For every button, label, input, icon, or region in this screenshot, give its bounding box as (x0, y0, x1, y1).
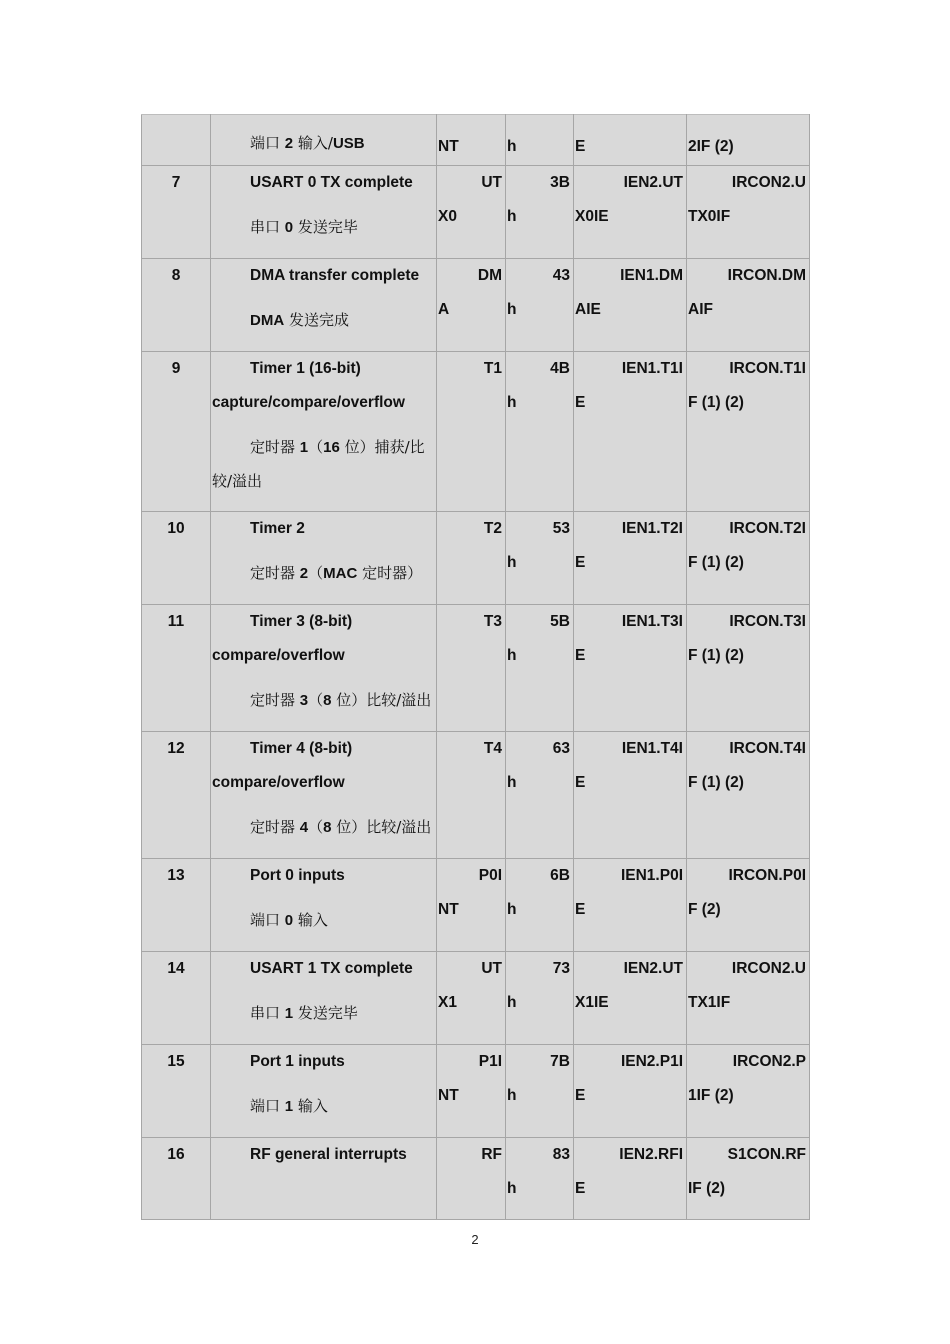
vector-name-line2 (437, 766, 505, 800)
enable-bit-line2: E (575, 774, 586, 791)
flag-bit-line1: IRCON.T1I (729, 360, 806, 377)
vector-name-line2: X1 (438, 994, 457, 1011)
vector-address-line1: 43 (552, 267, 570, 284)
vector-name-line2 (437, 546, 505, 580)
flag-bit-line1: IRCON.T3I (729, 613, 806, 630)
vector-address-line2: h (507, 901, 517, 918)
cell-enable-bit (574, 952, 687, 1045)
description-english: compare/overflow (212, 647, 345, 664)
enable-bit-line1: IEN2.RFI (619, 1146, 683, 1163)
enable-bit-line2: E (575, 394, 586, 411)
cell-vector-name (437, 166, 506, 259)
cell-vector-address (506, 952, 574, 1045)
cell-flag-bit (687, 166, 810, 259)
cell-vector-name (437, 1045, 506, 1138)
cell-enable-bit (574, 732, 687, 859)
vector-address-line2: h (507, 1180, 517, 1197)
cell-interrupt-number (142, 732, 211, 859)
vector-name-line2: A (438, 301, 450, 318)
vector-address-line2: h (507, 208, 517, 225)
table-row (142, 952, 810, 1045)
vector-address-line1: 73 (552, 960, 570, 977)
vector-name-line1: T1 (483, 360, 502, 377)
cell-flag-bit (687, 352, 810, 512)
cell-interrupt-number (142, 952, 211, 1045)
vector-name-line1: T3 (483, 613, 502, 630)
vector-address-line1: 3B (550, 174, 570, 191)
vector-address-line2: h (507, 1087, 517, 1104)
description-english: Timer 1 (16-bit) (250, 360, 361, 377)
flag-bit-line1: S1CON.RF (727, 1146, 806, 1163)
vector-name-line2: X0 (438, 208, 457, 225)
cell-enable-bit (574, 166, 687, 259)
description-chinese: 串口 0 发送完毕 (250, 218, 358, 236)
enable-bit-line1: IEN2.UT (623, 174, 683, 191)
description-english: USART 1 TX complete (250, 960, 413, 977)
cell-vector-address (506, 115, 574, 166)
cell-vector-name (437, 732, 506, 859)
description-english: Timer 2 (250, 520, 305, 537)
cell-flag-bit (687, 952, 810, 1045)
vector-address-line2: h (507, 138, 517, 155)
cell-vector-name (437, 352, 506, 512)
description-chinese: 较/溢出 (212, 472, 263, 490)
vector-name-line1: P1I (478, 1053, 502, 1070)
vector-name-line2: NT (438, 138, 459, 155)
flag-bit-line2: TX0IF (688, 208, 731, 225)
flag-bit-line1: IRCON2.U (731, 960, 806, 977)
flag-bit-line2: F (2) (688, 901, 721, 918)
enable-bit-line2: E (575, 901, 586, 918)
cell-interrupt-number (142, 1138, 211, 1220)
table-row (142, 859, 810, 952)
cell-description (211, 859, 437, 952)
cell-vector-address (506, 352, 574, 512)
vector-address-line2: h (507, 554, 517, 571)
vector-address-line1: 63 (552, 740, 570, 757)
vector-address-line2: h (507, 774, 517, 791)
cell-flag-bit (687, 512, 810, 605)
interrupt-number: 8 (171, 267, 181, 284)
vector-name-line2 (437, 386, 505, 420)
cell-description (211, 512, 437, 605)
cell-description (211, 1138, 437, 1220)
cell-flag-bit (687, 259, 810, 352)
interrupt-number: 7 (171, 174, 181, 191)
description-english: Port 1 inputs (250, 1053, 345, 1070)
cell-flag-bit (687, 1138, 810, 1220)
flag-bit-line1: IRCON.DM (727, 267, 806, 284)
table-row (142, 259, 810, 352)
enable-bit-line2: E (575, 554, 586, 571)
enable-bit-line1: IEN1.DM (620, 267, 683, 284)
flag-bit-line2: F (1) (2) (688, 647, 744, 664)
cell-vector-name (437, 952, 506, 1045)
interrupt-number: 14 (167, 960, 185, 977)
vector-name-line2 (437, 1172, 505, 1206)
cell-enable-bit (574, 352, 687, 512)
cell-vector-address (506, 512, 574, 605)
interrupt-number: 9 (171, 360, 181, 377)
cell-vector-name (437, 605, 506, 732)
cell-vector-name (437, 259, 506, 352)
cell-description (211, 952, 437, 1045)
enable-bit-line1: IEN2.UT (623, 960, 683, 977)
vector-address-line1: 6B (550, 867, 570, 884)
cell-vector-address (506, 859, 574, 952)
vector-name-line2: NT (438, 901, 459, 918)
vector-address-line1: 83 (552, 1146, 570, 1163)
description-chinese: 端口 0 输入 (250, 911, 328, 929)
description-chinese: 串口 1 发送完毕 (250, 1004, 358, 1022)
cell-flag-bit (687, 605, 810, 732)
flag-bit-line1: IRCON.P0I (728, 867, 806, 884)
flag-bit-line1: IRCON2.P (732, 1053, 806, 1070)
flag-bit-line1: IRCON.T2I (729, 520, 806, 537)
description-english: capture/compare/overflow (212, 394, 405, 411)
enable-bit-line1: IEN1.P0I (620, 867, 683, 884)
enable-bit-line1: IEN1.T1I (621, 360, 683, 377)
flag-bit-line2: IF (2) (688, 1180, 726, 1197)
cell-vector-address (506, 1138, 574, 1220)
vector-name-line1: UT (481, 174, 502, 191)
description-english: Port 0 inputs (250, 867, 345, 884)
cell-vector-name (437, 512, 506, 605)
vector-address-line2: h (507, 994, 517, 1011)
description-english: compare/overflow (212, 774, 345, 791)
cell-enable-bit (574, 115, 687, 166)
cell-flag-bit (687, 732, 810, 859)
interrupt-number: 15 (167, 1053, 185, 1070)
description-chinese: 定时器 3（8 位）比较/溢出 (250, 691, 432, 709)
vector-address-line1: 53 (552, 520, 570, 537)
enable-bit-line2: E (575, 647, 586, 664)
cell-enable-bit (574, 259, 687, 352)
interrupt-number: 13 (167, 867, 185, 884)
description-english: Timer 3 (8-bit) (250, 613, 353, 630)
cell-vector-address (506, 166, 574, 259)
description-chinese: 定时器 1（16 位）捕获/比 (250, 438, 425, 456)
flag-bit-line2: 2IF (2) (688, 138, 734, 155)
description-chinese: 定时器 2（MAC 定时器） (250, 564, 423, 582)
enable-bit-line2: AIE (575, 301, 601, 318)
cell-description (211, 352, 437, 512)
interrupt-number: 12 (167, 740, 185, 757)
cell-description (211, 732, 437, 859)
enable-bit-line2: E (575, 1087, 586, 1104)
table-row (142, 1138, 810, 1220)
description-english: DMA transfer complete (250, 267, 420, 284)
flag-bit-line2: TX1IF (688, 994, 731, 1011)
cell-interrupt-number (142, 1045, 211, 1138)
cell-enable-bit (574, 512, 687, 605)
flag-bit-line2: F (1) (2) (688, 554, 744, 571)
cell-vector-name (437, 1138, 506, 1220)
table-row (142, 115, 810, 166)
cell-enable-bit (574, 859, 687, 952)
cell-vector-name (437, 859, 506, 952)
enable-bit-line1: IEN1.T4I (621, 740, 683, 757)
cell-vector-address (506, 1045, 574, 1138)
cell-interrupt-number (142, 259, 211, 352)
vector-name-line2 (437, 639, 505, 673)
cell-enable-bit (574, 1138, 687, 1220)
page-number: 2 (471, 1232, 479, 1247)
vector-address-line1: 5B (550, 613, 570, 630)
cell-interrupt-number (142, 166, 211, 259)
enable-bit-line1: IEN1.T3I (621, 613, 683, 630)
cell-description (211, 115, 437, 166)
enable-bit-line1: IEN2.P1I (620, 1053, 683, 1070)
cell-interrupt-number (142, 512, 211, 605)
interrupt-number: 10 (167, 520, 185, 537)
cell-enable-bit (574, 605, 687, 732)
interrupt-number: 16 (167, 1146, 185, 1163)
description-english: Timer 4 (8-bit) (250, 740, 353, 757)
vector-address-line2: h (507, 301, 517, 318)
cell-interrupt-number (142, 115, 211, 166)
vector-address-line1: 7B (550, 1053, 570, 1070)
flag-bit-line2: AIF (688, 301, 713, 318)
vector-address-line2: h (507, 647, 517, 664)
vector-name-line1: T2 (483, 520, 502, 537)
flag-bit-line1: IRCON2.U (731, 174, 806, 191)
enable-bit-line2: E (575, 138, 586, 155)
table-row (142, 512, 810, 605)
enable-bit-line2: X0IE (575, 208, 609, 225)
enable-bit-line2: X1IE (575, 994, 609, 1011)
cell-flag-bit (687, 859, 810, 952)
vector-name-line1: T4 (483, 740, 502, 757)
vector-address-line1: 4B (550, 360, 570, 377)
cell-description (211, 259, 437, 352)
cell-description (211, 1045, 437, 1138)
interrupt-number: 11 (167, 613, 185, 630)
cell-flag-bit (687, 1045, 810, 1138)
flag-bit-line2: 1IF (2) (688, 1087, 734, 1104)
flag-bit-line1: IRCON.T4I (729, 740, 806, 757)
enable-bit-line1: IEN1.T2I (621, 520, 683, 537)
enable-bit-line2: E (575, 1180, 586, 1197)
description-chinese: 定时器 4（8 位）比较/溢出 (250, 818, 432, 836)
table-row (142, 352, 810, 512)
vector-name-line1: DM (477, 267, 502, 284)
cell-interrupt-number (142, 352, 211, 512)
cell-description (211, 605, 437, 732)
cell-description (211, 166, 437, 259)
table-row (142, 1045, 810, 1138)
interrupt-vector-table (141, 114, 810, 1220)
description-english: RF general interrupts (250, 1146, 407, 1163)
description-chinese: 端口 2 输入/USB (250, 134, 365, 152)
cell-interrupt-number (142, 605, 211, 732)
cell-vector-address (506, 605, 574, 732)
flag-bit-line2: F (1) (2) (688, 394, 744, 411)
cell-interrupt-number (142, 859, 211, 952)
description-chinese: DMA 发送完成 (250, 311, 349, 329)
vector-name-line1: RF (481, 1146, 502, 1163)
vector-address-line2: h (507, 394, 517, 411)
cell-vector-name (437, 115, 506, 166)
flag-bit-line2: F (1) (2) (688, 774, 744, 791)
cell-enable-bit (574, 1045, 687, 1138)
vector-name-line1: UT (481, 960, 502, 977)
cell-vector-address (506, 732, 574, 859)
description-chinese: 端口 1 输入 (250, 1097, 328, 1115)
table-row (142, 732, 810, 859)
description-english: USART 0 TX complete (250, 174, 413, 191)
table-row (142, 605, 810, 732)
vector-name-line1: P0I (478, 867, 502, 884)
cell-flag-bit (687, 115, 810, 166)
cell-vector-address (506, 259, 574, 352)
vector-name-line2: NT (438, 1087, 459, 1104)
table-row (142, 166, 810, 259)
